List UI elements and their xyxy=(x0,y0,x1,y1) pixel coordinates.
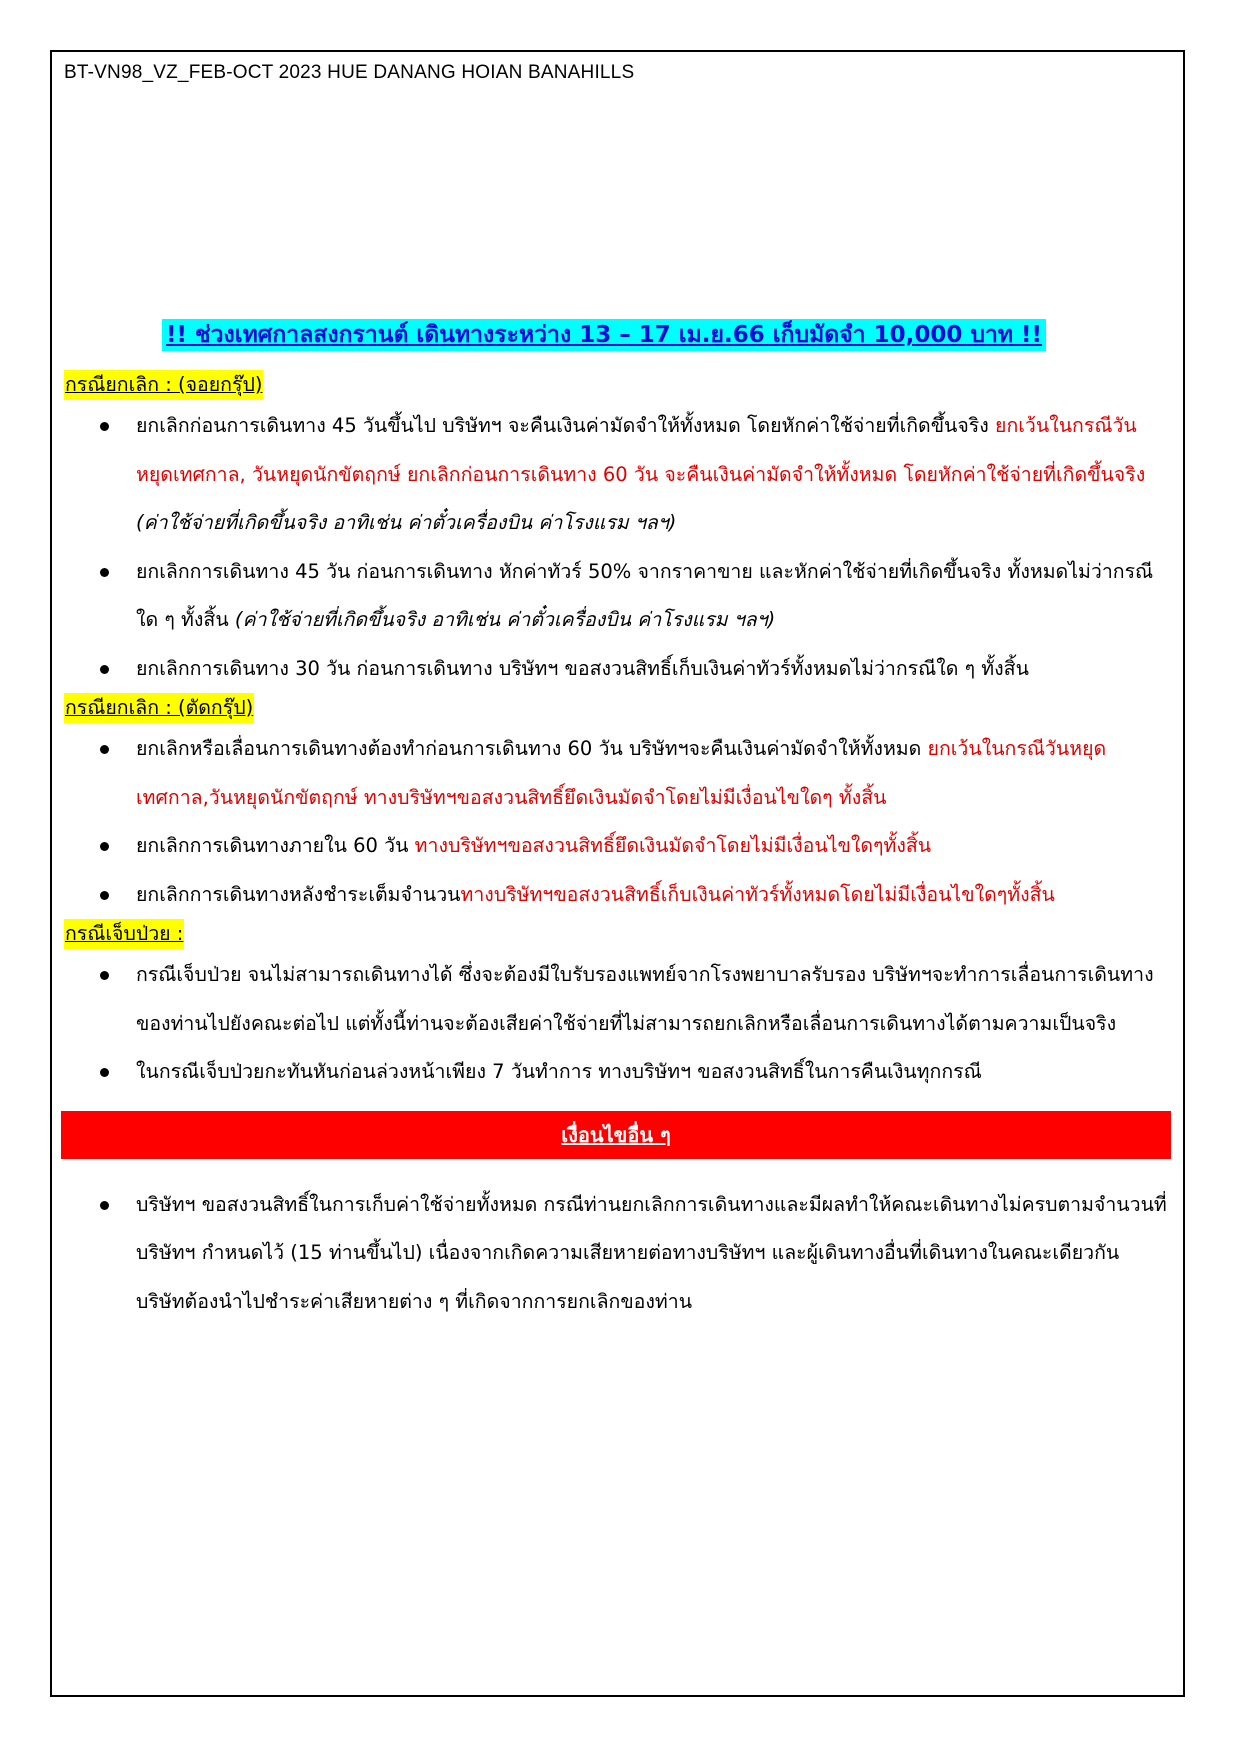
text-normal: ยกเลิกการเดินทางหลังชำระเต็มจำนวน xyxy=(136,882,461,906)
list-item xyxy=(136,871,1174,920)
other-conditions-list xyxy=(64,1181,1174,1327)
list-item xyxy=(136,725,1174,822)
text-normal: ยกเลิกการเดินทางภายใน 60 วัน xyxy=(136,834,409,857)
text-normal: กรณีเจ็บป่วย จนไม่สามารถเดินทางได้ ซึ่งจะต้องมีใบรับรองแพทย์จากโรงพยาบาลรับรอง บริษัทฯจะทำการเลื่อนการเดินทางของท่านไปยังคณะต่อไป แต่ทั้งนี้ท่านจะต้องเสียค่าใช้จ่ายที่ไม่สามารถยกเลิกหรือเลื่อนการเดินทางได้ตามความเป็นจริง xyxy=(136,963,1154,1035)
promo-banner-text: !! ช่วงเทศกาลสงกรานต์ เดินทางระหว่าง 13 – 17 เม.ย.66 เก็บมัดจำ 10,000 บาท !! xyxy=(162,319,1046,351)
section-heading-illness: กรณีเจ็บป่วย : xyxy=(64,919,184,949)
list-item xyxy=(136,402,1174,548)
list-item xyxy=(136,822,1174,871)
section-heading-join-group: กรณียกเลิก : (จอยกรุ๊ป) xyxy=(64,370,263,400)
text-red: ยกเว้นในกรณีวันหยุดเทศกาล,วันหยุดนักขัตฤกษ์ ทางบริษัทฯขอสงวนสิทธิ์ยึดเงินมัดจำโดยไม่มีเงื่อนไขใดๆ ทั้งสิ้น xyxy=(136,737,1107,809)
text-red: ทางบริษัทฯขอสงวนสิทธิ์เก็บเงินค่าทัวร์ทั้งหมดโดยไม่มีเงื่อนไขใดๆทั้งสิ้น xyxy=(460,882,1055,906)
section-heading-private-group: กรณียกเลิก : (ตัดกรุ๊ป) xyxy=(64,693,254,723)
document-page xyxy=(50,50,1185,1697)
text-italic: (ค่าใช้จ่ายที่เกิดขึ้นจริง อาทิเช่น ค่าตั๋วเครื่องบิน ค่าโรงแรม ฯลฯ) xyxy=(136,511,677,534)
join-group-list xyxy=(64,402,1174,693)
list-item xyxy=(136,645,1174,694)
text-normal: ยกเลิกการเดินทาง 30 วัน ก่อนการเดินทาง บริษัทฯ ขอสงวนสิทธิ์เก็บเงินค่าทัวร์ทั้งหมดไม่ว่ากรณีใด ๆ ทั้งสิ้น xyxy=(136,656,1029,680)
section-heading-other-conditions: เงื่อนไขอื่น ๆ xyxy=(561,1122,671,1147)
list-item xyxy=(136,1181,1174,1327)
text-red: ทางบริษัทฯขอสงวนสิทธิ์ยึดเงินมัดจำโดยไม่มีเงื่อนไขใดๆทั้งสิ้น xyxy=(414,834,932,857)
text-normal: ยกเลิกหรือเลื่อนการเดินทางต้องทำก่อนการเดินทาง 60 วัน บริษัทฯจะคืนเงินค่ามัดจำให้ทั้งหมด xyxy=(136,737,922,760)
text-normal: ยกเลิกก่อนการเดินทาง 45 วันขึ้นไป บริษัทฯ จะคืนเงินค่ามัดจำให้ทั้งหมด โดยหักค่าใช้จ่ายที่เกิดขึ้นจริง xyxy=(136,414,989,437)
private-group-list xyxy=(64,725,1174,919)
document-code: BT-VN98_VZ_FEB-OCT 2023 HUE DANANG HOIAN BANAHILLS xyxy=(64,62,635,83)
document-content xyxy=(64,370,1174,1326)
illness-list xyxy=(64,951,1174,1097)
other-conditions-bar xyxy=(61,1111,1171,1159)
list-item xyxy=(136,951,1174,1048)
promo-banner xyxy=(162,317,1162,353)
text-red: ยกเว้นในกรณีวันหยุดเทศกาล, วันหยุดนักขัตฤกษ์ ยกเลิกก่อนการเดินทาง 60 วัน จะคืนเงินค่ามัดจำให้ทั้งหมด โดยหักค่าใช้จ่ายที่เกิดขึ้นจริง xyxy=(136,414,1146,486)
text-normal: ในกรณีเจ็บป่วยกะทันหันก่อนล่วงหน้าเพียง 7 วันทำการ ทางบริษัทฯ ขอสงวนสิทธิ์ในการคืนเงินทุกกรณี xyxy=(136,1060,982,1083)
text-normal: บริษัทฯ ขอสงวนสิทธิ์ในการเก็บค่าใช้จ่ายทั้งหมด กรณีท่านยกเลิกการเดินทางและมีผลทำให้คณะเดินทางไม่ครบตามจำนวนที่บริษัทฯ กำหนดไว้ (15 ท่านขึ้นไป) เนื่องจากเกิดความเสียหายต่อทางบริษัทฯ และผู้เดินทางอื่นที่เดินทางในคณะเดียวกัน บริษัทต้องนำไปชำระค่าเสียหายต่าง ๆ ที่เกิดจากการยกเลิกของท่าน xyxy=(136,1192,1167,1313)
text-italic: (ค่าใช้จ่ายที่เกิดขึ้นจริง อาทิเช่น ค่าตั๋วเครื่องบิน ค่าโรงแรม ฯลฯ) xyxy=(234,608,776,631)
list-item xyxy=(136,548,1174,645)
text-normal: ยกเลิกการเดินทาง 45 วัน ก่อนการเดินทาง หักค่าทัวร์ 50% จากราคาขาย และหักค่าใช้จ่ายที่เกิดขึ้นจริง ทั้งหมดไม่ว่ากรณีใด ๆ ทั้งสิ้น xyxy=(136,559,1154,631)
list-item xyxy=(136,1048,1174,1097)
